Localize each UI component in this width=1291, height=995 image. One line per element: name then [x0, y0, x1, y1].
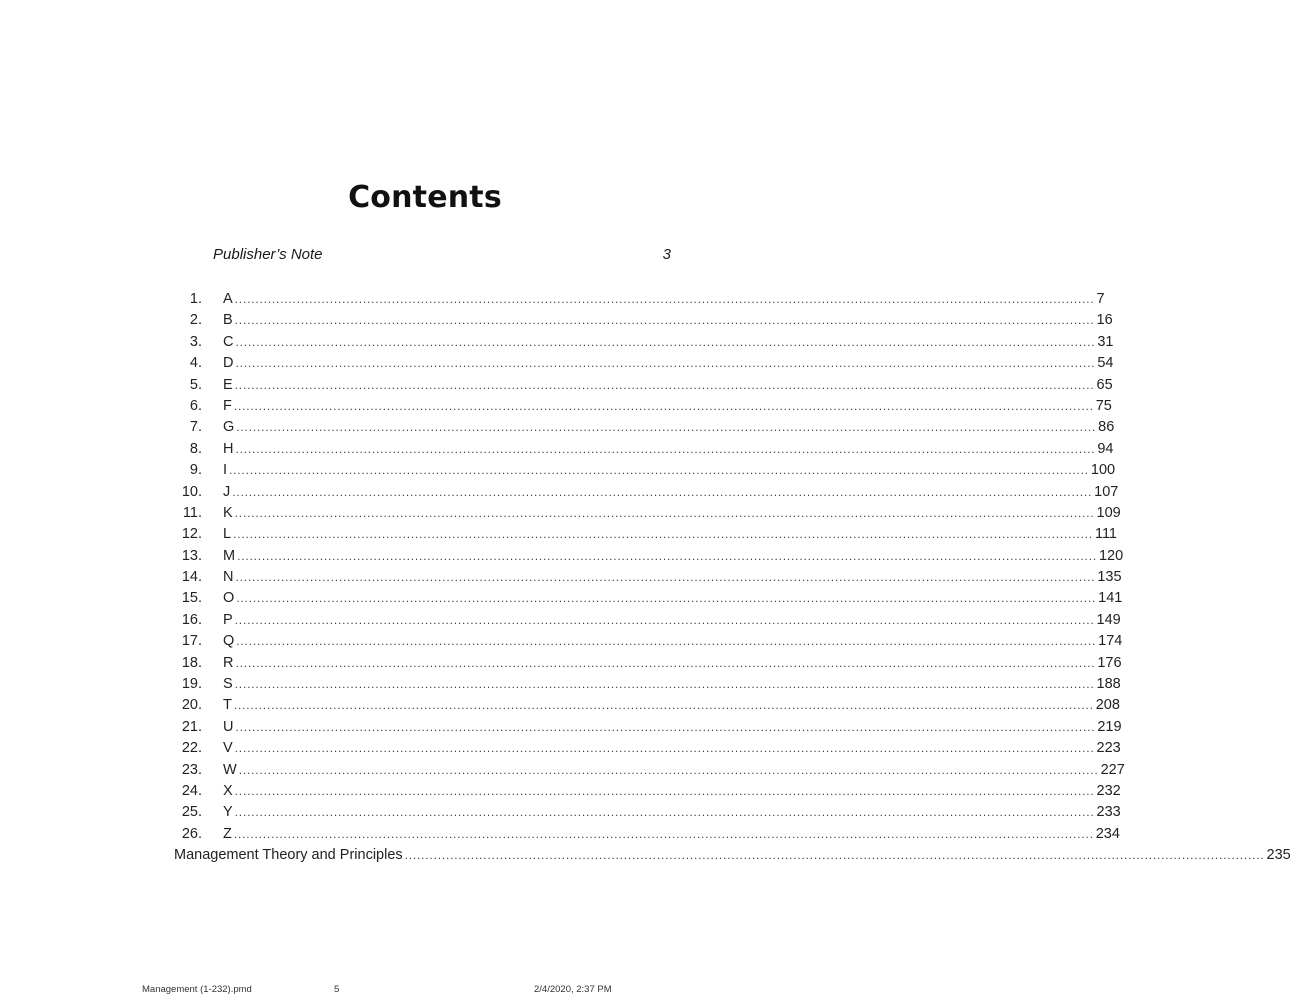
- toc-entry-page: 94: [1097, 440, 1114, 457]
- toc-entry-number: 8.: [189, 440, 202, 457]
- dot-leader: ................................................................................................................................................................................................................: [234, 783, 1095, 798]
- page-title: Contents: [348, 180, 502, 215]
- dot-leader: ................................................................................................................................................................................................................: [235, 441, 1096, 456]
- toc-entry-label: L: [223, 526, 232, 543]
- toc-entry[interactable]: [174, 738, 1121, 759]
- toc-entry-number: 6.: [189, 397, 202, 414]
- toc-entry-number: 26.: [181, 825, 202, 842]
- dot-leader: ................................................................................................................................................................................................................: [229, 463, 1089, 478]
- toc-entry-page: 227: [1100, 761, 1125, 778]
- toc-entry[interactable]: [174, 460, 1116, 481]
- toc-entry-label: Y: [223, 804, 233, 821]
- dot-leader: ................................................................................................................................................................................................................: [233, 698, 1094, 713]
- dot-leader: ................................................................................................................................................................................................................: [234, 313, 1095, 328]
- toc-entry-number: 2.: [189, 312, 202, 329]
- toc-entry-page: 232: [1096, 782, 1121, 799]
- toc-entry-label: G: [223, 419, 235, 436]
- publishers-note-label: Publisher’s Note: [213, 246, 323, 263]
- toc-entry[interactable]: [174, 781, 1121, 802]
- dot-leader: ................................................................................................................................................................................................................: [233, 826, 1094, 841]
- toc-entry-number: 13.: [181, 547, 202, 564]
- dot-leader: ................................................................................................................................................................................................................: [238, 762, 1099, 777]
- toc-entry-number: 18.: [181, 654, 202, 671]
- toc-entry-page: 176: [1097, 654, 1122, 671]
- toc-entry-label: F: [223, 397, 232, 414]
- publishers-note-page: 3: [662, 246, 671, 263]
- toc-entry-number: 19.: [181, 676, 202, 693]
- toc-entry-final[interactable]: [174, 845, 1291, 866]
- toc-entry-number: 5.: [189, 376, 202, 393]
- toc-entry-number: 7.: [189, 419, 202, 436]
- toc-entry-number: 3.: [189, 333, 202, 350]
- toc-entry[interactable]: [174, 439, 1114, 460]
- toc-entry-label: T: [223, 697, 232, 714]
- toc-entry-page: 54: [1097, 355, 1114, 372]
- toc-entry-number: 16.: [181, 611, 202, 628]
- toc-entry-label: I: [223, 462, 228, 479]
- toc-entry-label: Z: [223, 825, 232, 842]
- table-of-contents: [174, 289, 1291, 867]
- toc-entry-label: X: [223, 782, 233, 799]
- dot-leader: ................................................................................................................................................................................................................: [234, 677, 1095, 692]
- dot-leader: ................................................................................................................................................................................................................: [404, 848, 1265, 863]
- toc-entry[interactable]: [174, 824, 1120, 845]
- toc-entry[interactable]: [174, 802, 1121, 823]
- toc-entry-page: 100: [1090, 462, 1116, 479]
- toc-entry[interactable]: [174, 353, 1114, 374]
- toc-entry-number: 17.: [181, 633, 202, 650]
- toc-entry[interactable]: [174, 482, 1119, 503]
- toc-entry-number: 23.: [181, 761, 202, 778]
- toc-entry-page: 120: [1098, 547, 1124, 564]
- toc-entry[interactable]: [174, 695, 1120, 716]
- toc-entry-number: 10.: [181, 483, 202, 500]
- dot-leader: ................................................................................................................................................................................................................: [235, 334, 1096, 349]
- toc-entry[interactable]: [174, 417, 1115, 438]
- dot-leader: ................................................................................................................................................................................................................: [234, 741, 1095, 756]
- dot-leader: ................................................................................................................................................................................................................: [234, 505, 1095, 520]
- dot-leader: ................................................................................................................................................................................................................: [232, 484, 1093, 499]
- toc-entry-label: P: [223, 611, 233, 628]
- toc-entry-page: 141: [1098, 590, 1123, 607]
- toc-entry[interactable]: [174, 653, 1122, 674]
- dot-leader: ................................................................................................................................................................................................................: [233, 398, 1094, 413]
- footer-datetime: 2/4/2020, 2:37 PM: [534, 984, 612, 995]
- toc-entry-number: 12.: [181, 526, 202, 543]
- dot-leader: ................................................................................................................................................................................................................: [234, 612, 1095, 627]
- toc-entry-label: O: [223, 590, 235, 607]
- toc-entry-label: U: [223, 718, 234, 735]
- toc-entry-label: R: [223, 654, 234, 671]
- toc-entry[interactable]: [174, 289, 1105, 310]
- toc-entry[interactable]: [174, 717, 1122, 738]
- toc-entry-label: M: [223, 547, 236, 564]
- toc-entry-page: 65: [1096, 376, 1113, 393]
- toc-entry-label: N: [223, 569, 234, 586]
- dot-leader: ................................................................................................................................................................................................................: [236, 591, 1097, 606]
- toc-entry-label: D: [223, 355, 234, 372]
- toc-entry-page: 7: [1096, 291, 1105, 307]
- toc-entry-number: 4.: [189, 355, 202, 372]
- toc-entry-number: 15.: [181, 590, 202, 607]
- toc-entry[interactable]: [174, 503, 1121, 524]
- toc-entry-number: 9.: [189, 462, 202, 479]
- toc-entry[interactable]: [174, 375, 1113, 396]
- dot-leader: ................................................................................................................................................................................................................: [234, 805, 1095, 820]
- toc-entry-page: 235: [1266, 847, 1291, 864]
- toc-entry-number: 21.: [181, 718, 202, 735]
- toc-entry-page: 188: [1096, 676, 1121, 693]
- toc-entry[interactable]: [174, 674, 1121, 695]
- toc-entry[interactable]: [174, 588, 1123, 609]
- dot-leader: ................................................................................................................................................................................................................: [235, 655, 1096, 670]
- dot-leader: ................................................................................................................................................................................................................: [235, 570, 1096, 585]
- toc-entry-label: S: [223, 676, 233, 693]
- toc-entry-label: E: [223, 376, 233, 393]
- toc-entry-label: A: [223, 291, 233, 307]
- toc-entry-number: 24.: [181, 782, 202, 799]
- dot-leader: ................................................................................................................................................................................................................: [236, 420, 1097, 435]
- toc-entry[interactable]: [174, 524, 1117, 545]
- dot-leader: ................................................................................................................................................................................................................: [236, 634, 1097, 649]
- toc-entry[interactable]: [174, 546, 1124, 567]
- footer-filename: Management (1-232).pmd: [142, 984, 252, 995]
- dot-leader: ................................................................................................................................................................................................................: [234, 377, 1095, 392]
- toc-entry-number: 14.: [181, 569, 202, 586]
- toc-entry-page: 111: [1094, 526, 1117, 543]
- toc-entry[interactable]: [174, 631, 1123, 652]
- toc-entry-number: 20.: [181, 697, 202, 714]
- toc-entry-number: 25.: [181, 804, 202, 821]
- publishers-note-entry[interactable]: [213, 246, 671, 263]
- toc-entry[interactable]: [174, 332, 1114, 353]
- toc-entry-label: V: [223, 740, 233, 757]
- toc-entry-label: H: [223, 440, 234, 457]
- toc-entry-page: 16: [1096, 312, 1113, 329]
- footer-page-number: 5: [334, 984, 340, 995]
- toc-entry-page: 86: [1098, 419, 1115, 436]
- toc-entry-page: 149: [1096, 611, 1121, 628]
- toc-entry[interactable]: [174, 760, 1125, 781]
- dot-leader: ................................................................................................................................................................................................................: [235, 719, 1096, 734]
- toc-entry-page: 219: [1097, 718, 1122, 735]
- toc-entry-page: 234: [1095, 825, 1120, 842]
- toc-entry-page: 223: [1096, 740, 1121, 757]
- toc-entry-page: 75: [1095, 397, 1112, 414]
- dot-leader: ................................................................................................................................................................................................................: [233, 527, 1093, 542]
- toc-entry-label: Management Theory and Principles: [174, 847, 403, 864]
- dot-leader: ................................................................................................................................................................................................................: [234, 292, 1095, 306]
- toc-entry-page: 174: [1098, 633, 1123, 650]
- toc-entry-page: 135: [1097, 569, 1122, 586]
- toc-entry-page: 31: [1097, 333, 1114, 350]
- toc-entry-number: 11.: [182, 504, 202, 521]
- toc-entry-label: Q: [223, 633, 235, 650]
- toc-entry-page: 107: [1094, 483, 1119, 500]
- toc-entry-label: W: [223, 761, 237, 778]
- toc-entry-label: J: [223, 483, 231, 500]
- toc-entry-number: 22.: [181, 740, 202, 757]
- toc-entry[interactable]: [174, 610, 1121, 631]
- toc-entry-label: K: [223, 504, 233, 521]
- dot-leader: ................................................................................................................................................................................................................: [235, 356, 1096, 371]
- toc-entry[interactable]: [174, 567, 1122, 588]
- toc-entry-label: B: [223, 312, 233, 329]
- toc-entry-number: 1.: [189, 291, 202, 307]
- toc-entry-page: 233: [1096, 804, 1121, 821]
- toc-entry-label: C: [223, 333, 234, 350]
- dot-leader: ................................................................................................................................................................................................................: [237, 548, 1097, 563]
- toc-entry[interactable]: [174, 310, 1113, 331]
- toc-entry[interactable]: [174, 396, 1112, 417]
- toc-entry-page: 208: [1095, 697, 1120, 714]
- toc-entry-page: 109: [1096, 504, 1121, 521]
